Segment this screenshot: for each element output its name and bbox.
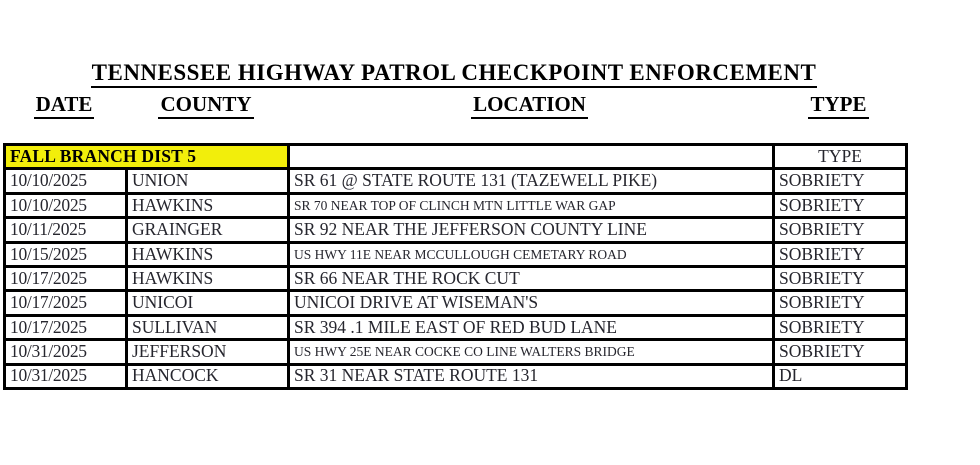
location-cell: US HWY 25E NEAR COCKE CO LINE WALTERS BRIDGE xyxy=(289,340,774,364)
banner-type-cell: TYPE xyxy=(774,145,907,169)
county-cell: UNION xyxy=(127,169,289,193)
checkpoint-table xyxy=(3,143,908,390)
district-banner: FALL BRANCH DIST 5 xyxy=(5,145,289,169)
location-cell: SR 66 NEAR THE ROCK CUT xyxy=(289,266,774,290)
column-header-location: LOCATION xyxy=(287,92,772,117)
date-cell: 10/31/2025 xyxy=(5,364,127,388)
location-cell: SR 70 NEAR TOP OF CLINCH MTN LITTLE WAR GAP xyxy=(289,193,774,217)
table-row xyxy=(5,266,907,290)
type-cell: SOBRIETY xyxy=(774,193,907,217)
column-header-date: DATE xyxy=(3,92,125,117)
type-cell: SOBRIETY xyxy=(774,242,907,266)
table-row xyxy=(5,242,907,266)
date-cell: 10/11/2025 xyxy=(5,218,127,242)
type-cell: SOBRIETY xyxy=(774,218,907,242)
location-cell: US HWY 11E NEAR MCCULLOUGH CEMETARY ROAD xyxy=(289,242,774,266)
banner-location-cell xyxy=(289,145,774,169)
county-cell: SULLIVAN xyxy=(127,315,289,339)
district-banner-row xyxy=(5,145,907,169)
date-cell: 10/31/2025 xyxy=(5,340,127,364)
county-cell: HAWKINS xyxy=(127,193,289,217)
type-cell: SOBRIETY xyxy=(774,169,907,193)
county-cell: GRAINGER xyxy=(127,218,289,242)
date-cell: 10/17/2025 xyxy=(5,315,127,339)
page-title-text: TENNESSEE HIGHWAY PATROL CHECKPOINT ENFORCEMENT xyxy=(91,60,818,88)
date-cell: 10/17/2025 xyxy=(5,291,127,315)
type-cell: SOBRIETY xyxy=(774,315,907,339)
location-cell: UNICOI DRIVE AT WISEMAN'S xyxy=(289,291,774,315)
type-cell: SOBRIETY xyxy=(774,291,907,315)
location-cell: SR 31 NEAR STATE ROUTE 131 xyxy=(289,364,774,388)
column-header-county: COUNTY xyxy=(125,92,287,117)
table-row xyxy=(5,169,907,193)
date-cell: 10/10/2025 xyxy=(5,193,127,217)
type-cell: DL xyxy=(774,364,907,388)
date-cell: 10/10/2025 xyxy=(5,169,127,193)
table-row xyxy=(5,218,907,242)
column-header-type: TYPE xyxy=(772,92,905,117)
location-cell: SR 61 @ STATE ROUTE 131 (TAZEWELL PIKE) xyxy=(289,169,774,193)
table-row xyxy=(5,291,907,315)
county-cell: HAWKINS xyxy=(127,266,289,290)
type-cell: SOBRIETY xyxy=(774,266,907,290)
column-headers xyxy=(3,92,905,117)
county-cell: HAWKINS xyxy=(127,242,289,266)
date-cell: 10/15/2025 xyxy=(5,242,127,266)
page-title xyxy=(3,60,905,86)
location-cell: SR 394 .1 MILE EAST OF RED BUD LANE xyxy=(289,315,774,339)
table-row xyxy=(5,364,907,388)
county-cell: UNICOI xyxy=(127,291,289,315)
table-row xyxy=(5,315,907,339)
county-cell: HANCOCK xyxy=(127,364,289,388)
table-row xyxy=(5,193,907,217)
location-cell: SR 92 NEAR THE JEFFERSON COUNTY LINE xyxy=(289,218,774,242)
date-cell: 10/17/2025 xyxy=(5,266,127,290)
table-row xyxy=(5,340,907,364)
type-cell: SOBRIETY xyxy=(774,340,907,364)
county-cell: JEFFERSON xyxy=(127,340,289,364)
